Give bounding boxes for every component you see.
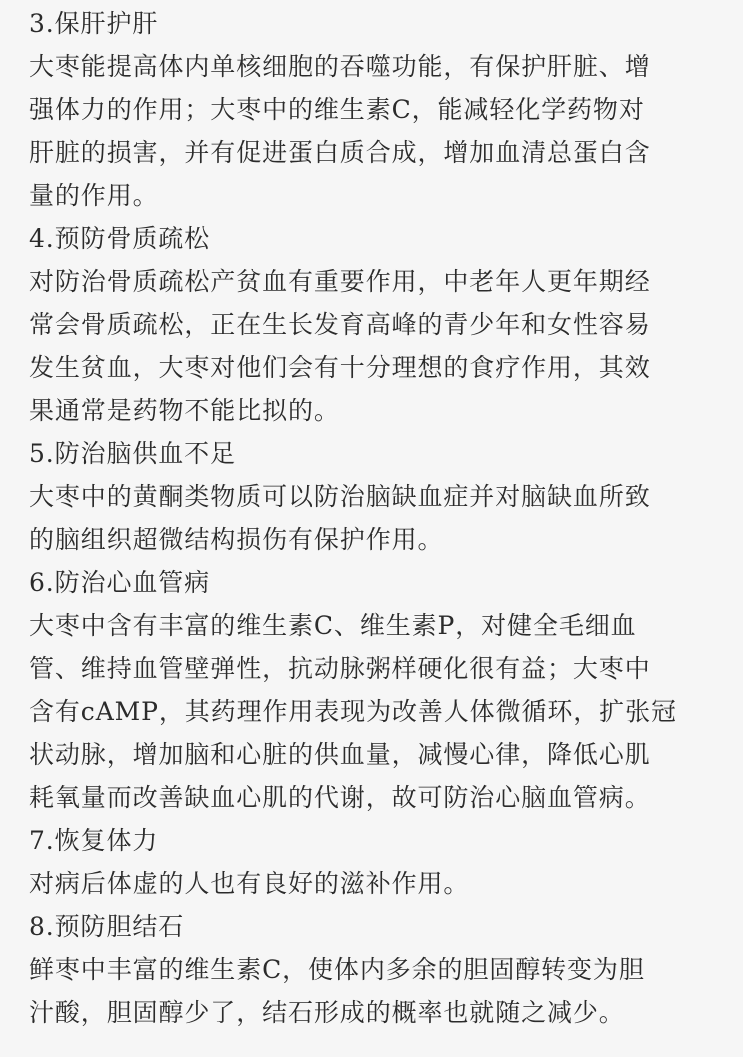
- section-title: 5.防治脑供血不足: [29, 439, 236, 468]
- paragraph-line: 强体力的作用；大枣中的维生素C，能减轻化学药物对: [29, 95, 645, 124]
- section-brain-blood: [29, 432, 719, 561]
- section-paragraph: [29, 604, 719, 819]
- paragraph-line: 含有cAMP，其药理作用表现为改善人体微循环，扩张冠: [29, 697, 677, 726]
- paragraph-line: 肝脏的损害，并有促进蛋白质合成，增加血清总蛋白含: [29, 138, 651, 167]
- section-paragraph: [29, 948, 719, 1034]
- section-paragraph: [29, 475, 719, 561]
- paragraph-line: 对防治骨质疏松产贫血有重要作用，中老年人更年期经: [29, 267, 651, 296]
- section-paragraph: [29, 862, 719, 905]
- paragraph-line: 鲜枣中丰富的维生素C，使体内多余的胆固醇转变为胆: [29, 955, 645, 984]
- section-title: 4.预防骨质疏松: [29, 224, 211, 253]
- paragraph-line: 状动脉，增加脑和心脏的供血量，减慢心律，降低心肌: [29, 740, 651, 769]
- section-paragraph: [29, 260, 719, 432]
- section-title: 3.保肝护肝: [29, 9, 159, 38]
- section-liver: [29, 2, 719, 217]
- section-strength: [29, 819, 719, 905]
- paragraph-line: 发生贫血，大枣对他们会有十分理想的食疗作用，其效: [29, 353, 651, 382]
- paragraph-line: 果通常是药物不能比拟的。: [29, 396, 340, 425]
- paragraph-line: 汁酸，胆固醇少了，结石形成的概率也就随之减少。: [29, 998, 625, 1027]
- paragraph-line: 耗氧量而改善缺血心肌的代谢，故可防治心脑血管病。: [29, 783, 651, 812]
- section-gallstones: [29, 905, 719, 1034]
- paragraph-line: 大枣中含有丰富的维生素C、维生素P，对健全毛细血: [29, 611, 637, 640]
- section-cardiovascular: [29, 561, 719, 819]
- article-body: [29, 2, 719, 1034]
- paragraph-line: 管、维持血管壁弹性，抗动脉粥样硬化很有益；大枣中: [29, 654, 651, 683]
- paragraph-line: 大枣能提高体内单核细胞的吞噬功能，有保护肝脏、增: [29, 52, 651, 81]
- section-title: 6.防治心血管病: [29, 568, 211, 597]
- section-osteoporosis: [29, 217, 719, 432]
- paragraph-line: 对病后体虚的人也有良好的滋补作用。: [29, 869, 470, 898]
- paragraph-line: 的脑组织超微结构损伤有保护作用。: [29, 525, 444, 554]
- section-title: 8.预防胆结石: [29, 912, 185, 941]
- paragraph-line: 量的作用。: [29, 181, 159, 210]
- paragraph-line: 大枣中的黄酮类物质可以防治脑缺血症并对脑缺血所致: [29, 482, 651, 511]
- section-paragraph: [29, 45, 719, 217]
- section-title: 7.恢复体力: [29, 826, 159, 855]
- paragraph-line: 常会骨质疏松，正在生长发育高峰的青少年和女性容易: [29, 310, 651, 339]
